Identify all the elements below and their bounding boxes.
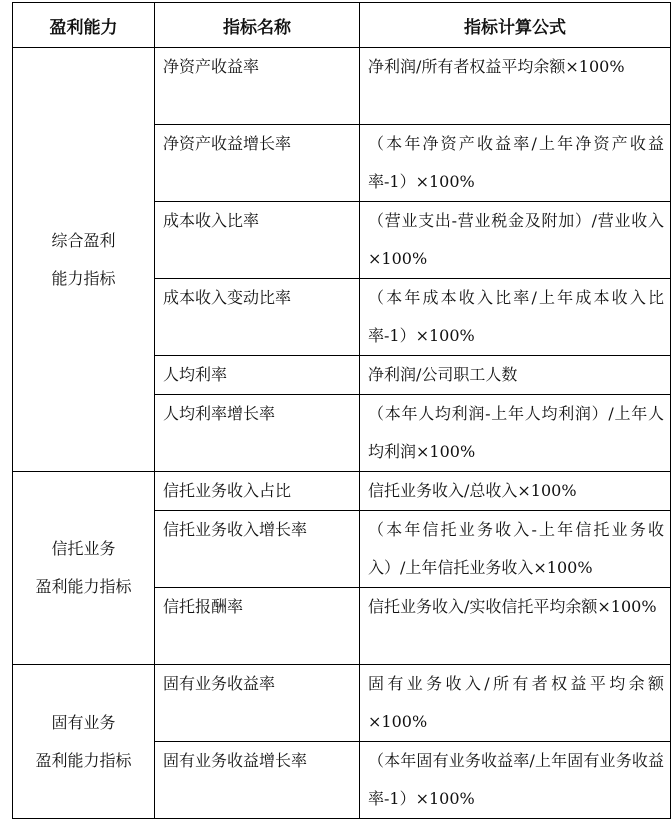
category-label-line: 固有业务 <box>51 712 116 732</box>
indicator-formula: （本年净资产收益率/上年净资产收益率-1）×100% <box>360 125 671 202</box>
indicator-formula: （本年人均利润-上年人均利润）/上年人均利润×100% <box>360 395 671 472</box>
indicator-formula: （本年成本收入比率/上年成本收入比率-1）×100% <box>360 279 671 356</box>
category-label-line: 盈利能力指标 <box>35 750 132 770</box>
header-indicator-name: 指标名称 <box>155 3 360 48</box>
indicator-name: 净资产收益增长率 <box>155 125 360 202</box>
indicator-formula: （营业支出-营业税金及附加）/营业收入×100% <box>360 202 671 279</box>
category-cell <box>13 48 155 472</box>
table-row <box>13 665 671 742</box>
indicator-name: 成本收入比率 <box>155 202 360 279</box>
indicator-name: 信托报酬率 <box>155 588 360 665</box>
category-label-line: 综合盈利 <box>51 230 116 250</box>
category-cell <box>13 472 155 665</box>
indicator-formula: 信托业务收入/总收入×100% <box>360 472 671 511</box>
indicator-name: 人均利率增长率 <box>155 395 360 472</box>
category-cell <box>13 665 155 819</box>
indicator-name: 信托业务收入占比 <box>155 472 360 511</box>
indicator-name: 成本收入变动比率 <box>155 279 360 356</box>
table-row <box>13 472 671 511</box>
header-formula: 指标计算公式 <box>360 3 671 48</box>
indicator-name: 人均利率 <box>155 356 360 395</box>
indicator-formula: （本年固有业务收益率/上年固有业务收益率-1）×100% <box>360 742 671 819</box>
indicator-formula: 信托业务收入/实收信托平均余额×100% <box>360 588 671 665</box>
category-label-line: 盈利能力指标 <box>35 577 132 596</box>
indicator-formula: 净利润/公司职工人数 <box>360 356 671 395</box>
indicator-name: 固有业务收益增长率 <box>155 742 360 819</box>
profitability-indicator-table <box>12 2 671 819</box>
header-row <box>13 3 671 48</box>
category-label-line: 信托业务 <box>51 539 116 558</box>
indicator-formula: （本年信托业务收入-上年信托业务收入）/上年信托业务收入×100% <box>360 511 671 588</box>
header-category: 盈利能力 <box>13 3 155 48</box>
indicator-formula: 净利润/所有者权益平均余额×100% <box>360 48 671 125</box>
indicator-name: 净资产收益率 <box>155 48 360 125</box>
table-row <box>13 48 671 125</box>
indicator-name: 信托业务收入增长率 <box>155 511 360 588</box>
category-label-line: 能力指标 <box>51 268 116 288</box>
indicator-name: 固有业务收益率 <box>155 665 360 742</box>
indicator-formula: 固有业务收入/所有者权益平均余额×100% <box>360 665 671 742</box>
